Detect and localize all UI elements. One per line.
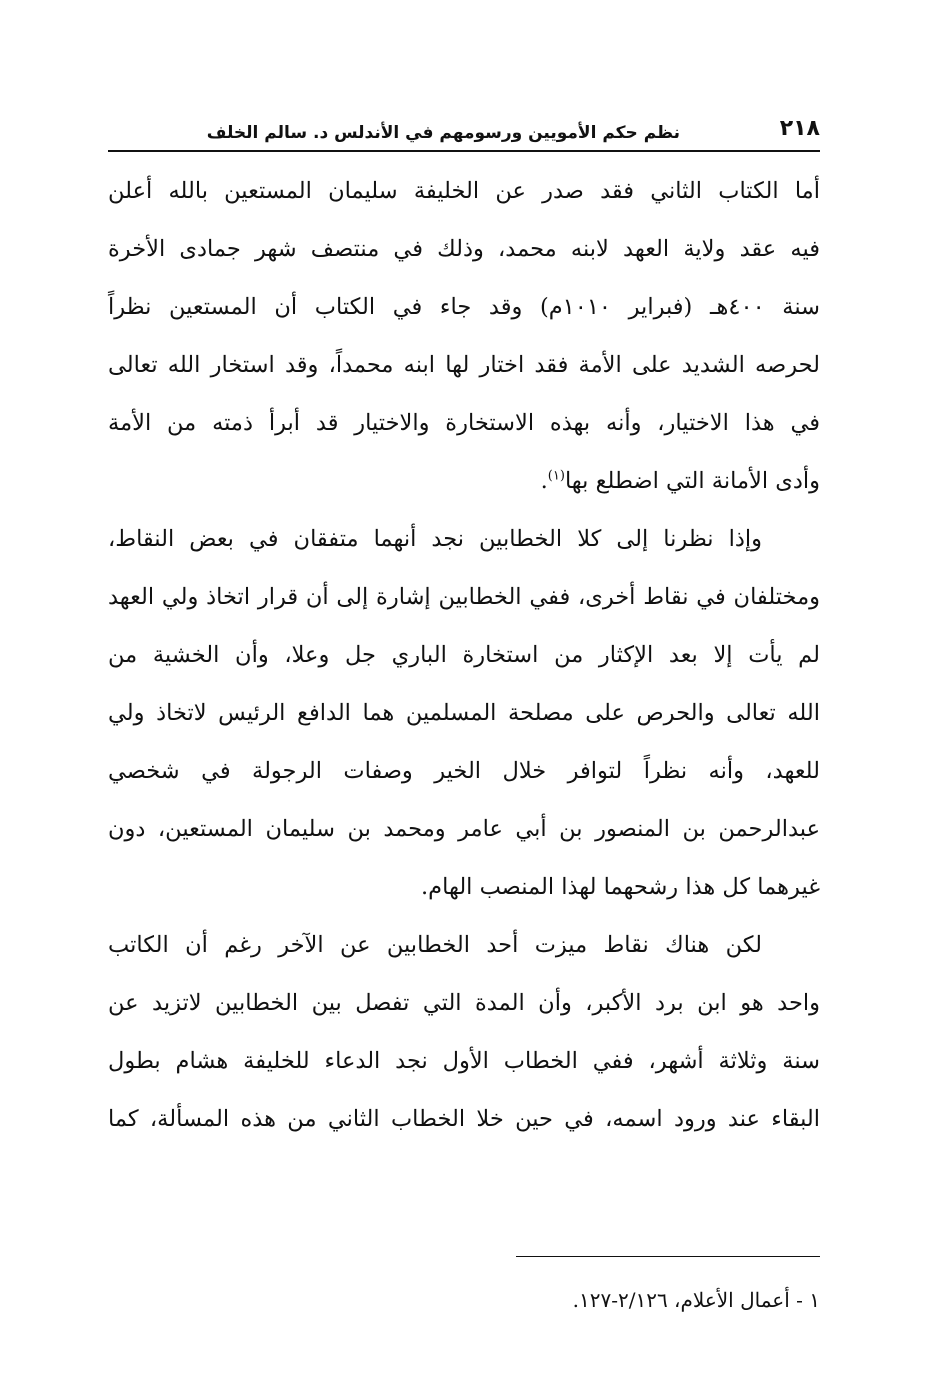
paragraph-1-line-2: فيه عقد ولاية العهد لابنه محمد، وذلك في منتصف شهر جمادى الأخرة	[108, 236, 820, 262]
paragraph-1-line-6-text: وأدى الأمانة التي اضطلع بها	[564, 468, 820, 494]
paragraph-3-line-1: لكن هناك نقاط ميزت أحد الخطابين عن الآخر رغم أن الكاتب	[108, 932, 762, 958]
paragraph-2-line-1: وإذا نظرنا إلى كلا الخطابين نجد أنهما متفقان في بعض النقاط،	[108, 526, 762, 552]
paragraph-3-line-2: واحد هو ابن برد الأكبر، وأن المدة التي تفصل بين الخطابين لاتزيد عن	[108, 990, 820, 1016]
paragraph-1-line-4: لحرصه الشديد على الأمة فقد اختار لها ابنه محمداً، وقد استخار الله تعالى	[108, 352, 820, 378]
header-rule	[108, 150, 820, 152]
footnote-separator	[516, 1256, 820, 1257]
paragraph-2-line-5: للعهد، وأنه نظراً لتوافر خلال الخير وصفات الرجولة في شخصي	[108, 758, 820, 784]
paragraph-3-line-4: البقاء عند ورود اسمه، في حين خلا الخطاب الثاني من هذه المسألة، كما	[108, 1106, 820, 1132]
paragraph-1-line-5: في هذا الاختيار، وأنه بهذه الاستخارة والاختيار قد أبرأ ذمته من الأمة	[108, 410, 820, 436]
page-number: ٢١٨	[779, 116, 820, 141]
paragraph-1-line-1: أما الكتاب الثاني فقد صدر عن الخليفة سليمان المستعين بالله أعلن	[108, 178, 820, 204]
paragraph-2-line-6: عبدالرحمن بن المنصور بن أبي عامر ومحمد بن سليمان المستعين، دون	[108, 816, 820, 842]
header-title: نظم حكم الأمويين ورسومهم في الأندلس د. سالم الخلف	[206, 123, 680, 143]
footnote: ١ - أعمال الأعلام، ٢/١٢٦-١٢٧.	[572, 1288, 820, 1312]
paragraph-2-line-3: لم يأت إلا بعد الإكثار من استخارة الباري جل وعلا، وأن الخشية من	[108, 642, 820, 668]
running-header	[108, 114, 820, 154]
paragraph-2-line-2: ومختلفان في نقاط أخرى، ففي الخطابين إشارة إلى أن قرار اتخاذ ولي العهد	[108, 584, 820, 610]
paragraph-1-line-6	[108, 452, 820, 510]
body-text	[108, 162, 820, 1148]
paragraph-1-end-mark: .	[540, 468, 548, 494]
paragraph-2-line-4: الله تعالى والحرص على مصلحة المسلمين هما الدافع الرئيس لاتخاذ ولي	[108, 700, 820, 726]
paragraph-2-line-7: غيرهما كل هذا رشحهما لهذا المنصب الهام.	[421, 874, 820, 900]
paragraph-1-line-3: سنة ٤٠٠هـ (فبراير ١٠١٠م) وقد جاء في الكتاب أن المستعين نظراً	[108, 294, 821, 320]
footnote-reference[interactable]: (١)	[547, 468, 565, 484]
paragraph-3-line-3: سنة وثلاثة أشهر، ففي الخطاب الأول نجد الدعاء للخليفة هشام بطول	[108, 1048, 820, 1074]
